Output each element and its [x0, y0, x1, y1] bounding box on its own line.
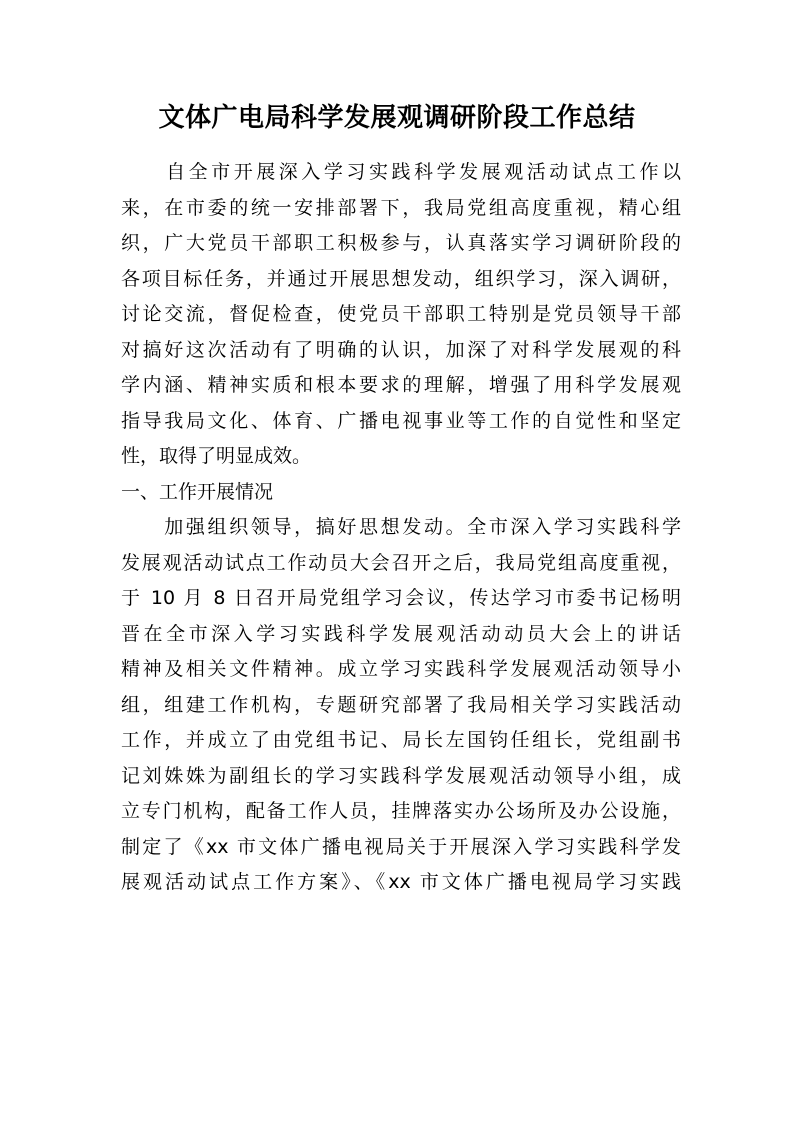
text-line: 对搞好这次活动有了明确的认识，加深了对科学发展观的科: [121, 338, 681, 361]
section-heading: 一、工作开展情况: [121, 480, 274, 503]
text-line: 展观活动试点工作方案》、《xx 市文体广播电视局学习实践: [121, 871, 681, 893]
text-line: 工作，并成立了由党组书记、局长左国钧任组长，党组副书: [121, 729, 681, 751]
text-line: 发展观活动试点工作动员大会召开之后，我局党组高度重视，: [121, 551, 681, 574]
text-line: 学内涵、精神实质和根本要求的理解，增强了用科学发展观: [121, 374, 681, 396]
text-line: 加强组织领导，搞好思想发动。全市深入学习实践科学: [121, 516, 681, 538]
document-title: 文体广电局科学发展观调研阶段工作总结: [158, 103, 636, 133]
text-line: 各项目标任务，并通过开展思想发动，组织学习，深入调研，: [121, 267, 681, 290]
paragraph-organization: [121, 510, 681, 901]
text-line: 于 10 月 8 日召开局党组学习会议，传达学习市委书记杨明: [121, 587, 681, 609]
text-line: 记刘姝姝为副组长的学习实践科学发展观活动领导小组，成: [121, 764, 681, 787]
text-line: 自全市开展深入学习实践科学发展观活动试点工作以: [121, 161, 681, 183]
text-line: 来，在市委的统一安排部署下，我局党组高度重视，精心组: [121, 196, 681, 219]
text-line: 指导我局文化、体育、广播电视事业等工作的自觉性和坚定: [121, 409, 681, 432]
text-line: 立专门机构，配备工作人员，挂牌落实办公场所及办公设施，: [121, 800, 681, 822]
paragraph-intro: [121, 155, 681, 475]
text-line: 组，组建工作机构，专题研究部署了我局相关学习实践活动: [121, 693, 681, 716]
text-line: 性，取得了明显成效。: [121, 445, 312, 467]
text-line: 精神及相关文件精神。成立学习实践科学发展观活动领导小: [121, 658, 681, 680]
document-body: [121, 155, 681, 901]
text-line: 制定了《xx 市文体广播电视局关于开展深入学习实践科学发: [121, 835, 681, 858]
text-line: 晋在全市深入学习实践科学发展观活动动员大会上的讲话: [121, 622, 681, 645]
text-line: 讨论交流，督促检查，使党员干部职工特别是党员领导干部: [121, 303, 681, 325]
text-line: 织，广大党员干部职工积极参与，认真落实学习调研阶段的: [121, 232, 681, 254]
